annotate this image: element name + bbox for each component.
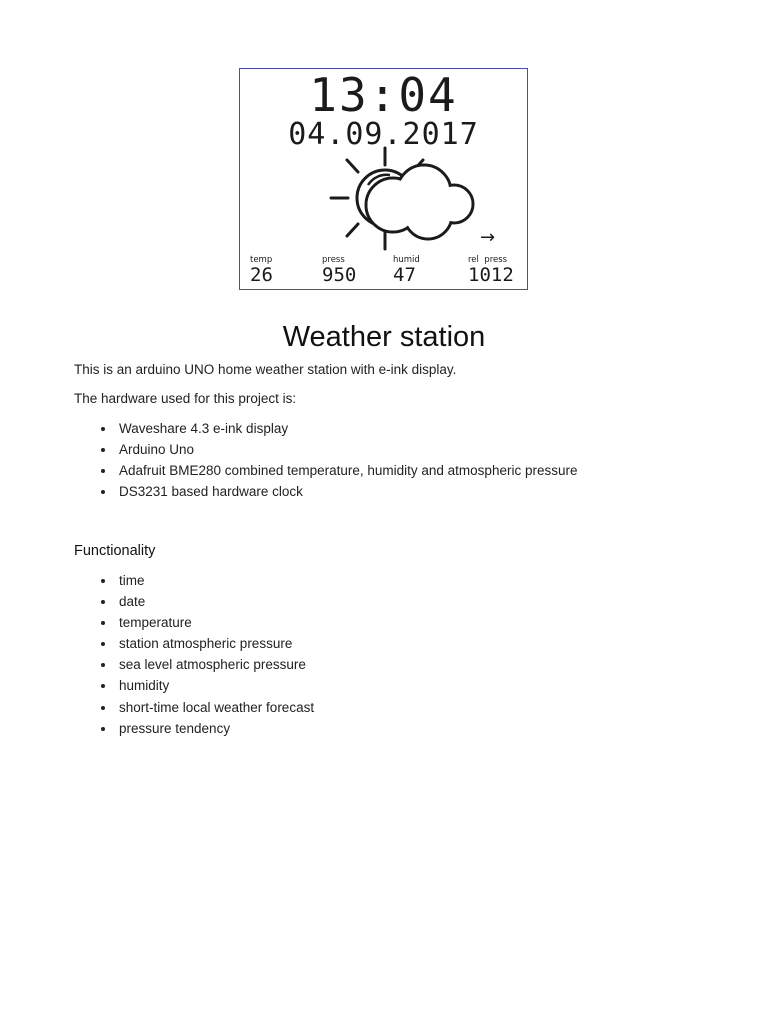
reading-value: 950 [322, 264, 357, 286]
list-item: date [100, 591, 314, 612]
reading-label: rel press [468, 255, 508, 265]
eink-display-image [239, 68, 528, 290]
list-item: pressure tendency [100, 718, 314, 739]
list-item: station atmospheric pressure [100, 633, 314, 654]
sun-behind-cloud-icon [328, 145, 488, 255]
list-item: Arduino Uno [100, 439, 577, 460]
arrow-right-icon: → [480, 227, 496, 248]
list-item: DS3231 based hardware clock [100, 481, 577, 502]
reading-label: humid [393, 255, 420, 265]
hardware-intro-paragraph: The hardware used for this project is: [74, 391, 297, 406]
display-time: 13:04 [309, 68, 458, 122]
functionality-heading: Functionality [74, 543, 156, 559]
list-item: time [100, 570, 314, 591]
list-item: humidity [100, 675, 314, 696]
intro-paragraph: This is an arduino UNO home weather station with e-ink display. [74, 362, 457, 377]
reading-humid [393, 255, 420, 285]
reading-value: 1012 [468, 264, 514, 286]
list-item: short-time local weather forecast [100, 697, 314, 718]
reading-value: 47 [393, 264, 416, 286]
reading-temp [250, 255, 273, 285]
list-item: Waveshare 4.3 e-ink display [100, 418, 577, 439]
reading-label: temp [250, 255, 273, 265]
page-title: Weather station [282, 321, 486, 353]
list-item: Adafruit BME280 combined temperature, humidity and atmospheric pressure [100, 460, 577, 481]
reading-rel-press [468, 255, 514, 285]
list-item: temperature [100, 612, 314, 633]
list-item: sea level atmospheric pressure [100, 654, 314, 675]
reading-value: 26 [250, 264, 273, 286]
hardware-list [100, 418, 577, 502]
reading-press [322, 255, 356, 285]
functionality-list [100, 570, 314, 739]
display-date: 04.09.2017 [288, 117, 479, 152]
reading-label: press [322, 255, 345, 265]
